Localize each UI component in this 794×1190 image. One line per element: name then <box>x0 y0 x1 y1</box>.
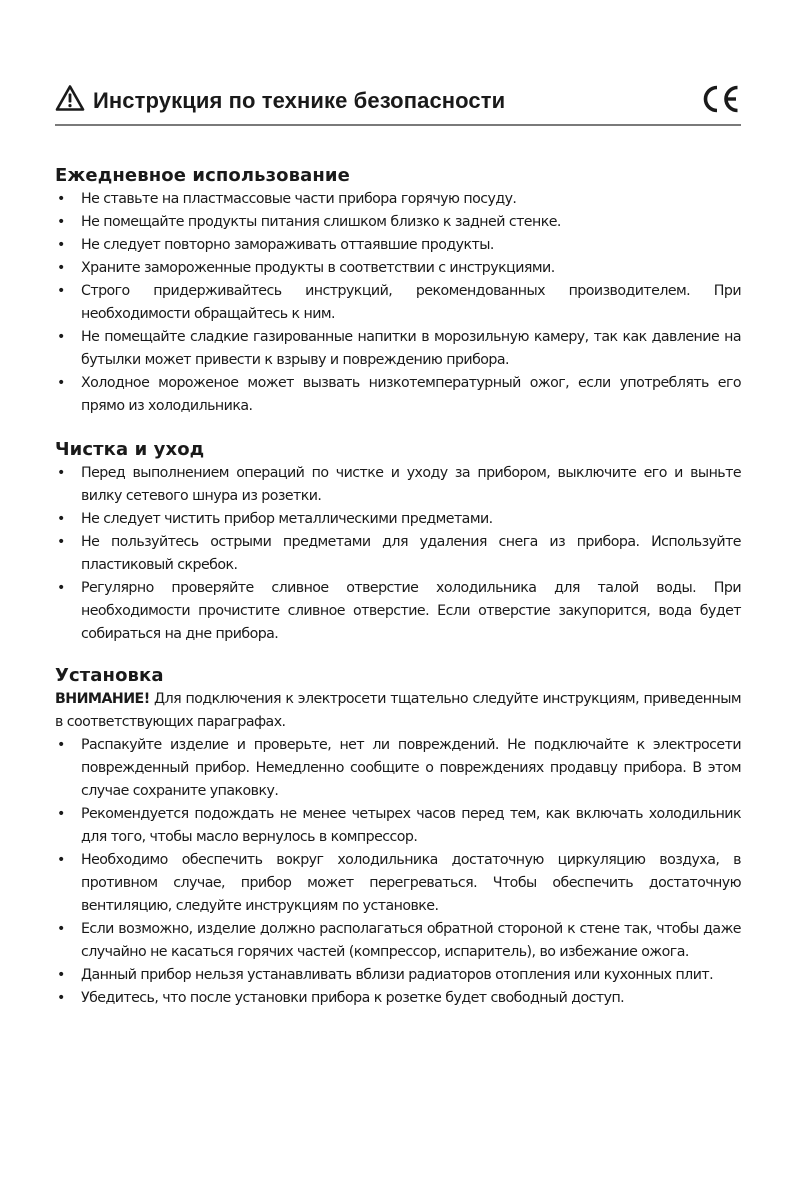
list-item: • Строго придерживайтесь инструкций, рекомендованных производителем. При необходимости обращайтесь к ним. <box>57 283 741 322</box>
list-item: • Регулярно проверяйте сливное отверстие холодильника для талой воды. При необходимости прочистите сливное отверстие. Если отверстие закупорится, вода будет собираться на дне прибора. <box>57 580 741 642</box>
document-page <box>55 80 741 1010</box>
list-item: • Храните замороженные продукты в соответствии с инструкциями. <box>57 260 555 276</box>
section-title: Ежедневное использование <box>55 165 350 186</box>
notice-label: ВНИМАНИЕ! <box>55 691 150 707</box>
list-item: • Убедитесь, что после установки прибора к розетке будет свободный доступ. <box>57 990 625 1006</box>
list-item: • Если возможно, изделие должно располагаться обратной стороной к стене так, чтобы даже случайно не касаться горячих частей (компрессор, испаритель), во избежание ожога. <box>57 921 741 960</box>
bullet-list <box>55 188 741 418</box>
section-title: Установка <box>55 665 164 686</box>
list-item: • Не пользуйтесь острыми предметами для удаления снега из прибора. Используйте пластиковый скребок. <box>57 534 741 573</box>
section-title: Чистка и уход <box>55 439 205 460</box>
notice-text: Для подключения к электросети тщательно следуйте инструкциям, приведенным в соответствующих параграфах. <box>55 691 741 730</box>
warning-notice <box>55 688 741 734</box>
list-item: • Холодное мороженое может вызвать низкотемпературный ожог, если употреблять его прямо из холодильника. <box>57 375 741 414</box>
bullet-list <box>55 462 741 646</box>
list-item: • Не помещайте продукты питания слишком близко к задней стенке. <box>57 214 561 230</box>
list-item: • Распакуйте изделие и проверьте, нет ли повреждений. Не подключайте к электросети поврежденный прибор. Немедленно сообщите о повреждениях продавцу прибора. В этом случае сохраните упаковку. <box>57 737 741 799</box>
list-item: • Не следует чистить прибор металлическими предметами. <box>57 511 493 527</box>
page-header <box>55 80 741 126</box>
ce-mark-icon <box>699 84 741 114</box>
warning-triangle-icon <box>55 84 85 112</box>
list-item: • Необходимо обеспечить вокруг холодильника достаточную циркуляцию воздуха, в противном случае, прибор может перегреваться. Чтобы обеспечить достаточную вентиляцию, следуйте инструкциям по установке. <box>57 852 741 914</box>
list-item: • Рекомендуется подождать не менее четырех часов перед тем, как включать холодильник для того, чтобы масло вернулось в компрессор. <box>57 806 741 845</box>
section-cleaning <box>55 438 741 646</box>
list-item: • Данный прибор нельзя устанавливать вблизи радиаторов отопления или кухонных плит. <box>57 967 714 983</box>
list-item: • Перед выполнением операций по чистке и уходу за прибором, выключите его и выньте вилку сетевого шнура из розетки. <box>57 465 741 504</box>
bullet-list <box>55 734 741 1010</box>
list-item: • Не помещайте сладкие газированные напитки в морозильную камеру, так как давление на бутылки может привести к взрыву и повреждению прибора. <box>57 329 741 368</box>
section-daily-use <box>55 164 741 418</box>
section-installation <box>55 664 741 1010</box>
list-item: • Не следует повторно замораживать оттаявшие продукты. <box>57 237 494 253</box>
page-title: Инструкция по технике безопасности <box>93 88 506 113</box>
list-item: • Не ставьте на пластмассовые части прибора горячую посуду. <box>57 191 517 207</box>
